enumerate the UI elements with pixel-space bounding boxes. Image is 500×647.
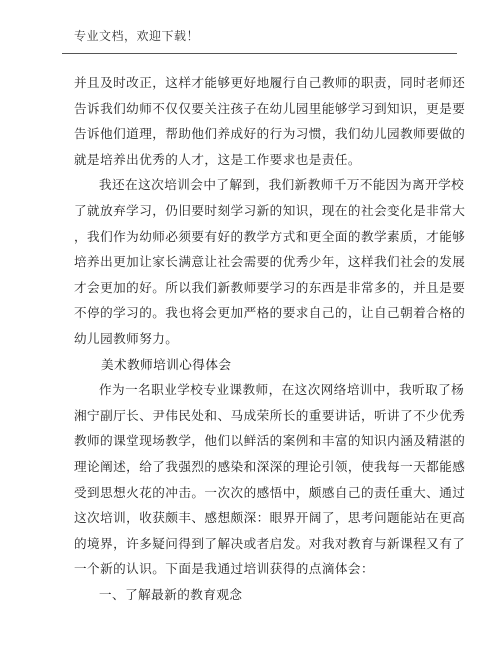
paragraph-line: 才会更加的好。所以我们新教师要学习的东西是非常多的，并且是要 <box>74 279 466 295</box>
paragraph-line: 湘宁副厅长、尹伟民处和、马成荣所长的重要讲话，听讲了不少优秀 <box>74 407 466 423</box>
paragraph-line: 告诉他们道理，帮助他们养成好的行为习惯，我们幼儿园教师要做的 <box>74 126 466 142</box>
paragraph-line: 就是培养出优秀的人才，这是工作要求也是责任。 <box>74 151 361 167</box>
paragraph-line: 我还在这次培训会中了解到，我们新教师千万不能因为离开学校 <box>99 177 465 193</box>
paragraph-line: 作为一名职业学校专业课教师，在这次网络培训中，我听取了杨 <box>99 382 465 398</box>
section-title: 美术教师培训心得体会 <box>101 356 232 372</box>
paragraph-line: 不停的学习的。我也将会更加严格的要求自己的，让自己朝着合格的 <box>74 305 466 321</box>
header-divider <box>62 53 457 54</box>
paragraph-line: 教师的课堂现场教学，他们以鲜活的案例和丰富的知识内涵及精湛的 <box>74 433 466 449</box>
paragraph-line: 了就放弃学习，仍旧要时刻学习新的知识，现在的社会变化是非常大 <box>74 202 466 218</box>
paragraph-line: 理论阐述，给了我强烈的感染和深深的理论引领，使我每一天都能感 <box>74 458 466 474</box>
page-header: 专业文档，欢迎下载！ <box>74 29 200 43</box>
paragraph-line: 并且及时改正，这样才能够更好地履行自己教师的职责，同时老师还 <box>74 75 466 90</box>
paragraph-line: 的境界，许多疑问得到了解决或者启发。对我对教育与新课程又有了 <box>74 535 466 551</box>
subsection-heading: 一、了解最新的教育观念 <box>99 586 243 602</box>
paragraph-line: 这次培训，收获颇丰、感想颇深：眼界开阔了，思考问题能站在更高 <box>74 510 466 526</box>
paragraph-line: 培养出更加让家长满意让社会需要的优秀少年，这样我们社会的发展 <box>74 254 466 270</box>
paragraph-line: 告诉我们幼师不仅仅要关注孩子在幼儿园里能够学习到知识，更是要 <box>74 100 466 116</box>
paragraph-line: 一个新的认识。下面是我通过培训获得的点滴体会： <box>74 561 375 577</box>
paragraph-line: 幼儿园教师努力。 <box>74 330 179 346</box>
document-body <box>74 70 466 607</box>
paragraph-line: 受到思想火花的冲击。一次次的感悟中，颇感自己的责任重大、通过 <box>74 484 466 500</box>
paragraph-line: ，我们作为幼师必须要有好的教学方式和更全面的教学素质，才能够 <box>74 228 466 244</box>
